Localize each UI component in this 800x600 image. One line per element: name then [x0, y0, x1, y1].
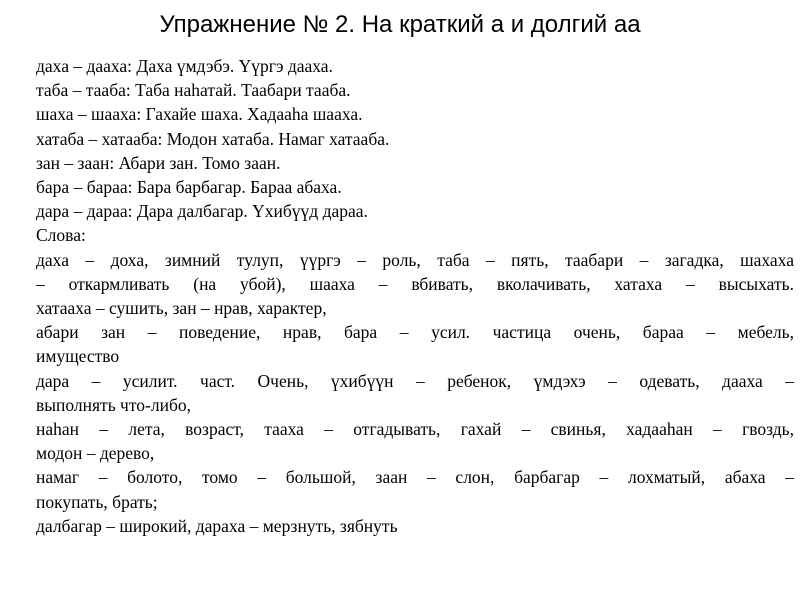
vocabulary-line: абари зан – поведение, нрав, бара – усил. частица очень, бараа – мебель,	[36, 322, 794, 343]
vocabulary-line: имущество	[36, 346, 120, 367]
exercise-line-shaha: шаха – шааха: Гахайе шаха. Хадааһа шааха.	[36, 104, 363, 125]
exercise-line-taba: таба – тааба: Таба наһатай. Таабари тааба.	[36, 80, 351, 101]
vocabulary-line: наһан – лета, возраст, тааха – отгадывать, гахай – свинья, хадааһан – гвоздь,	[36, 419, 794, 440]
exercise-body	[36, 54, 794, 538]
slide-title: Упражнение № 2. На краткий а и долгий аа	[159, 11, 641, 38]
vocabulary-line: далбагар – широкий, дараха – мерзнуть, зябнуть	[36, 515, 398, 536]
exercise-line-dara: дара – дараа: Дара далбагар. Үхибүүд дараа.	[36, 201, 368, 222]
exercise-line-bara: бара – бараа: Бара барбагар. Бараа абаха.	[36, 177, 342, 198]
vocabulary-line: дара – усилит. част. Очень, үхибүүн – ребенок, үмдэхэ – одевать, дааха –	[36, 370, 794, 391]
vocabulary-line: – откармливать (на убой), шааха – вбивать, вколачивать, хатаха – высыхать.	[36, 273, 794, 294]
exercise-line-hataba: хатаба – хатааба: Модон хатаба. Намаг хатааба.	[36, 128, 390, 149]
vocabulary-line: модон – дерево,	[36, 443, 155, 464]
vocabulary-line: выполнять что-либо,	[36, 394, 191, 415]
words-heading: Слова:	[36, 225, 86, 246]
vocabulary-line: намаг – болото, томо – большой, заан – слон, барбагар – лохматый, абаха –	[36, 467, 794, 488]
vocabulary-line: хатааха – сушить, зан – нрав, характер,	[36, 298, 327, 319]
vocabulary-line: даха – доха, зимний тулуп, үүргэ – роль, таба – пять, таабари – загадка, шахаха	[36, 249, 794, 270]
exercise-line-zan: зан – заан: Абари зан. Томо заан.	[36, 152, 281, 173]
exercise-line-daha: даха – дааха: Даха үмдэбэ. Үүргэ дааха.	[36, 56, 333, 76]
vocabulary-line: покупать, брать;	[36, 491, 158, 512]
